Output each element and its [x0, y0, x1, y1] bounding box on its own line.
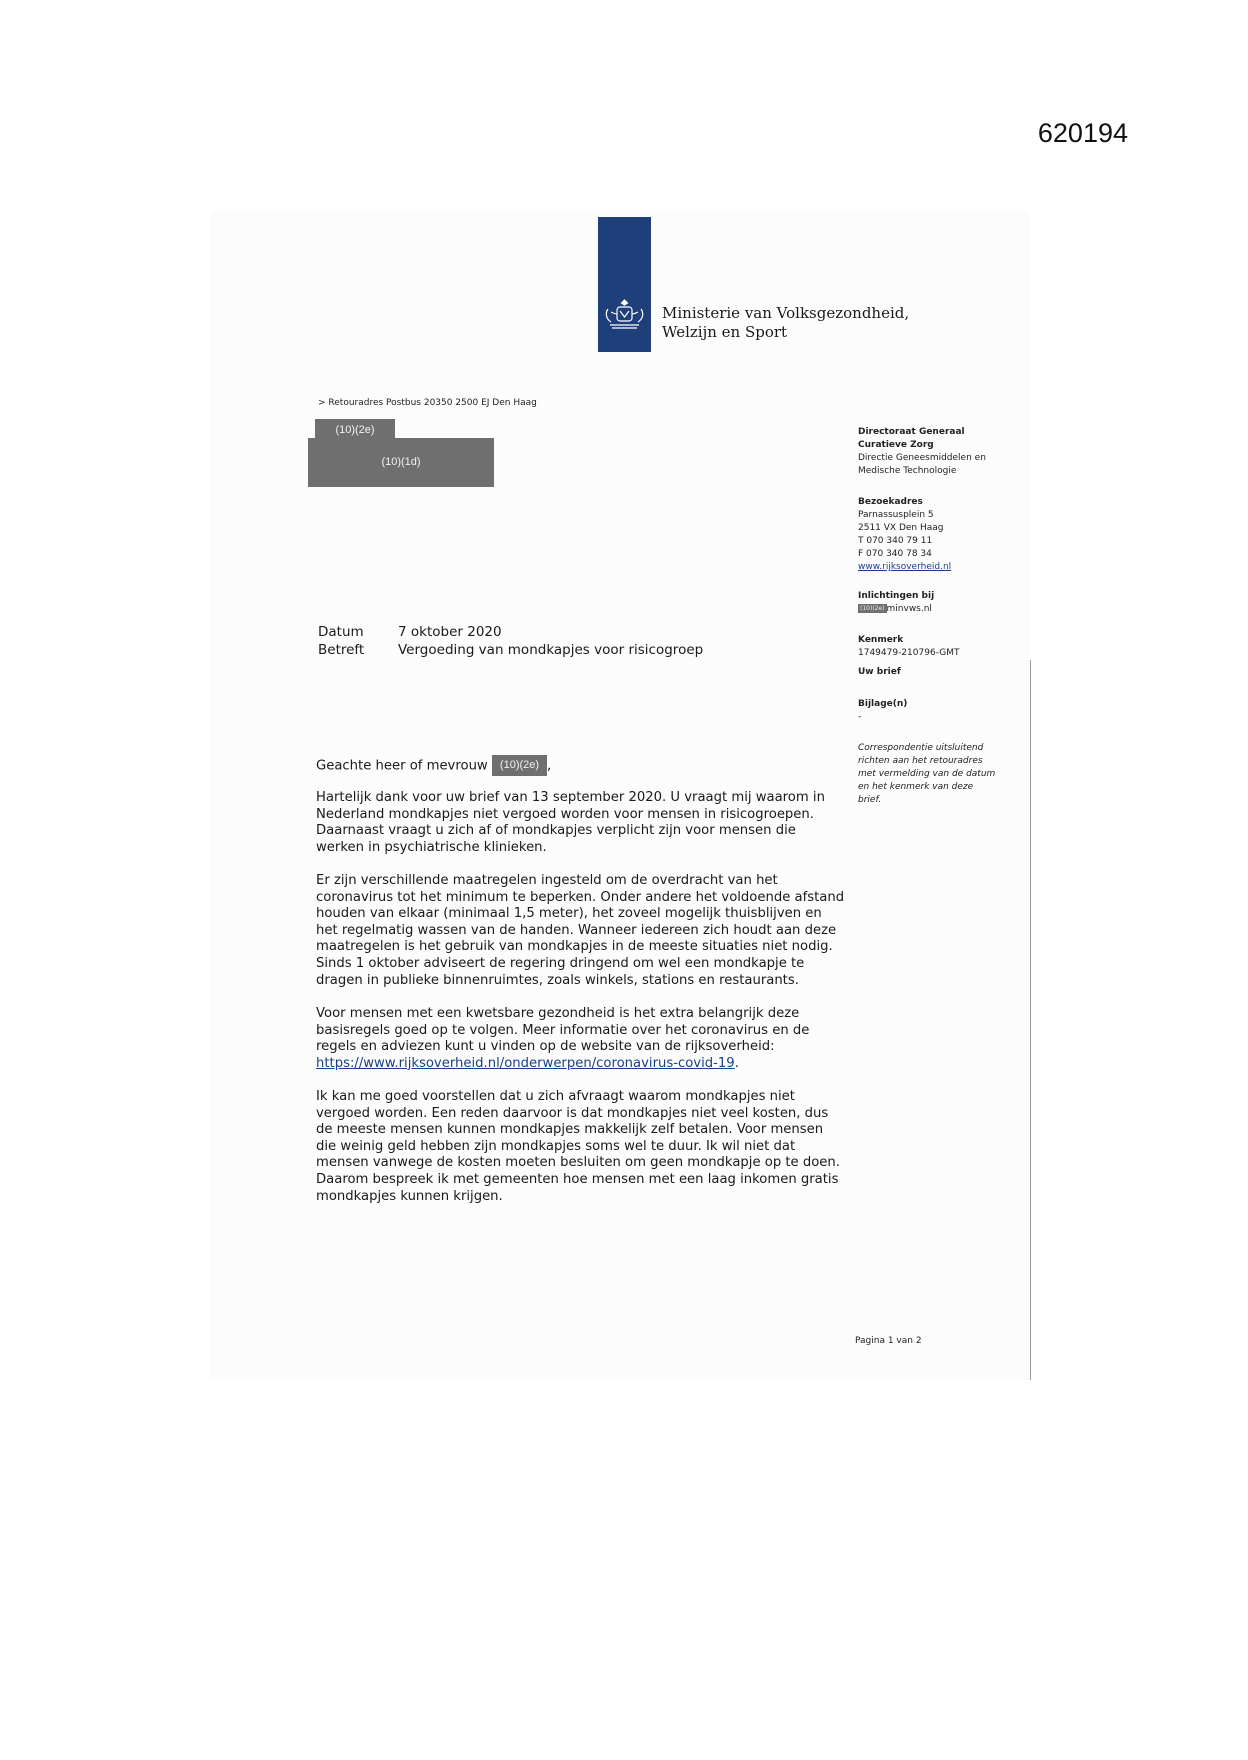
dg-title-line2: Curatieve Zorg	[858, 440, 934, 450]
visiting-street: Parnassusplein 5	[858, 510, 934, 520]
subject-row	[318, 642, 703, 658]
visiting-fax: F 070 340 78 34	[858, 549, 932, 559]
ministry-name	[662, 304, 909, 342]
royal-coat-of-arms-icon	[602, 297, 647, 331]
your-letter-heading: Uw brief	[858, 667, 901, 677]
document-number: 620194	[1037, 118, 1128, 148]
salutation-text: Geachte heer of mevrouw	[316, 758, 488, 774]
date-row	[318, 624, 502, 640]
salutation-comma: ,	[547, 758, 552, 774]
return-address: > Retouradres Postbus 20350 2500 EJ Den Haag	[318, 398, 537, 408]
redacted-salutation-name: (10)(2e)	[492, 755, 547, 776]
contact-info	[858, 590, 1028, 616]
subject-label: Betreft	[318, 642, 365, 658]
visiting-address	[858, 496, 1028, 574]
dg-sub-line1: Directie Geneesmiddelen en	[858, 453, 986, 463]
date-value: 7 oktober 2020	[398, 624, 502, 640]
reference-value: 1749479-210796-GMT	[858, 648, 960, 658]
redacted-recipient-address: (10)(1d)	[308, 438, 494, 487]
date-label: Datum	[318, 624, 364, 640]
subject-value: Vergoeding van mondkapjes voor risicogroep	[398, 642, 704, 658]
paragraph-3	[316, 1006, 846, 1072]
paragraph-1: Hartelijk dank voor uw brief van 13 september 2020. U vraagt mij waarom in Nederland mondkapjes niet vergoed worden voor mensen in risicogroepen. Daarnaast vraagt u zich af of mondkapjes verplicht zijn voor mensen die werken in psychiatrische klinieken.	[316, 790, 825, 855]
website-link[interactable]: www.rijksoverheid.nl	[858, 562, 952, 572]
reference-block	[858, 634, 1028, 660]
redacted-recipient-name: (10)(2e)	[315, 419, 395, 441]
correspondence-note: Correspondentie uitsluitend richten aan het retouradres met vermelding van de datum en het kenmerk van deze brief.	[858, 743, 996, 805]
page-number: Pagina 1 van 2	[855, 1336, 922, 1346]
dg-title-line1: Directoraat Generaal	[858, 427, 965, 437]
ministry-name-line2: Welzijn en Sport	[662, 323, 788, 341]
reference-heading: Kenmerk	[858, 635, 904, 645]
paragraph-2: Er zijn verschillende maatregelen ingesteld om de overdracht van het coronavirus tot het minimum te beperken. Onder andere het voldoende afstand houden van elkaar (minimaal 1,5 meter), het zoveel mogelijk thuisblijven en het regelmatig wassen van de handen. Wanneer iedereen zich houdt aan deze maatregelen is het gebruik van mondkapjes in de meeste situaties niet nodig. Sinds 1 oktober adviseert de regering dringend om wel een mondkapje te dragen in publieke binnenruimtes, zoals winkels, stations en restaurants.	[316, 873, 845, 988]
dg-sub-line2: Medische Technologie	[858, 466, 957, 476]
visiting-city: 2511 VX Den Haag	[858, 523, 944, 533]
coronavirus-info-link[interactable]: https://www.rijksoverheid.nl/onderwerpen/coronavirus-covid-19	[316, 1055, 735, 1071]
page-edge-divider	[1030, 660, 1031, 1380]
your-letter-block	[858, 666, 1028, 679]
contact-email-domain: minvws.nl	[886, 604, 932, 614]
attachments-heading: Bijlage(n)	[858, 699, 908, 709]
ministry-name-line1: Ministerie van Volksgezondheid,	[662, 304, 910, 322]
ministry-logo	[598, 217, 651, 352]
contact-email	[858, 603, 1028, 616]
attachments-block	[858, 698, 1028, 724]
contact-heading: Inlichtingen bij	[858, 591, 935, 601]
visiting-address-heading: Bezoekadres	[858, 497, 923, 507]
sender-department	[858, 426, 1028, 478]
visiting-phone: T 070 340 79 11	[858, 536, 933, 546]
paragraph-3-text: Voor mensen met een kwetsbare gezondheid is het extra belangrijk deze basisregels goed op te volgen. Meer informatie over het coronavirus en de regels en adviezen kunt u vinden op de website van de rijksoverheid:	[316, 1006, 810, 1055]
paragraph-3-end: .	[734, 1055, 739, 1071]
salutation	[316, 755, 846, 776]
paragraph-4: Ik kan me goed voorstellen dat u zich afvraagt waarom mondkapjes niet vergoed worden. Een reden daarvoor is dat mondkapjes niet veel kosten, dus de meeste mensen kunnen mondkapjes makkelijk zelf betalen. Voor mensen die weinig geld hebben zijn mondkapjes soms wel te duur. Ik wil niet dat mensen vanwege de kosten moeten besluiten om geen mondkapje op te doen. Daarom bespreek ik met gemeenten hoe mensen met een laag inkomen gratis mondkapjes kunnen krijgen.	[316, 1089, 840, 1204]
attachments-value: -	[858, 712, 862, 722]
redacted-email-user: (10)(2e)	[860, 605, 885, 612]
